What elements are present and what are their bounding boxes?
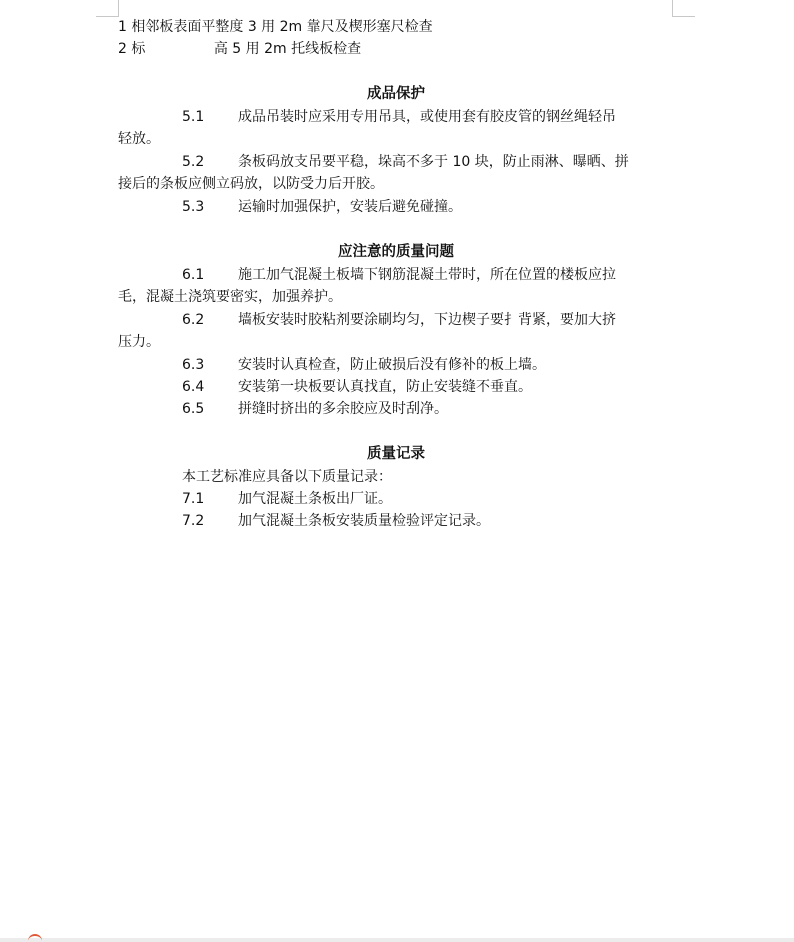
item-text: 运输时加强保护，安装后避免碰撞。 <box>238 199 462 215</box>
list-item-6-4 <box>118 376 674 398</box>
item-text: 墙板安装时胶粘剂要涂刷均匀，下边楔子要扌背紧，要加大挤 <box>238 312 616 328</box>
list-item-6-2 <box>118 309 674 331</box>
page-bottom-edge <box>0 938 794 942</box>
row-text: 高 5 用 2m 托线板检查 <box>213 41 362 57</box>
section-intro: 本工艺标准应具备以下质量记录： <box>182 469 392 485</box>
item-text: 加气混凝土条板出厂证。 <box>238 491 392 507</box>
item-number: 5.3 <box>182 199 205 215</box>
inspection-row-1 <box>118 16 674 38</box>
item-number: 6.4 <box>182 379 205 395</box>
corner-decoration-icon <box>28 934 42 942</box>
item-text: 拼缝时挤出的多余胶应及时刮净。 <box>238 401 448 417</box>
list-item-7-1 <box>118 488 674 510</box>
item-text: 条板码放支吊要平稳，垛高不多于 10 块，防止雨淋、曝晒、拼 <box>238 154 629 170</box>
spacer <box>118 218 674 240</box>
list-item-5-1 <box>118 106 674 128</box>
item-number: 5.2 <box>182 154 205 170</box>
document-body <box>118 16 674 532</box>
row-text: 相邻板表面平整度 3 用 2m 靠尺及楔形塞尺检查 <box>131 19 433 35</box>
list-item-7-2 <box>118 510 674 532</box>
item-number: 6.2 <box>182 312 205 328</box>
row-number: 2 <box>118 41 127 57</box>
item-number: 6.3 <box>182 357 205 373</box>
inspection-row-2 <box>118 38 674 60</box>
item-continuation: 压力。 <box>118 334 160 350</box>
list-item-5-2 <box>118 151 674 173</box>
list-item-5-3 <box>118 196 674 218</box>
item-number: 5.1 <box>182 109 205 125</box>
section-heading-quality-issues: 应注意的质量问题 <box>338 244 454 260</box>
row-label: 标 <box>131 41 146 57</box>
item-text: 安装时认真检查，防止破损后没有修补的板上墙。 <box>238 357 546 373</box>
spacer <box>118 420 674 442</box>
list-item-6-5 <box>118 398 674 420</box>
item-text: 安装第一块板要认真找直，防止安装缝不垂直。 <box>238 379 532 395</box>
row-number: 1 <box>118 19 127 35</box>
item-number: 6.1 <box>182 267 205 283</box>
section-heading-quality-records: 质量记录 <box>367 446 425 462</box>
page-corner-mark-top-left <box>96 0 119 17</box>
item-number: 7.2 <box>182 513 205 529</box>
item-text: 成品吊装时应采用专用吊具，或使用套有胶皮管的钢丝绳轻吊 <box>238 109 616 125</box>
item-text: 加气混凝土条板安装质量检验评定记录。 <box>238 513 490 529</box>
item-number: 7.1 <box>182 491 205 507</box>
list-item-6-1 <box>118 264 674 286</box>
spacer <box>118 60 674 82</box>
section-heading-product-protection: 成品保护 <box>367 86 425 102</box>
page-corner-mark-top-right <box>672 0 695 17</box>
item-continuation: 毛，混凝土浇筑要密实，加强养护。 <box>118 289 342 305</box>
item-continuation: 接后的条板应侧立码放，以防受力后开胶。 <box>118 176 384 192</box>
item-number: 6.5 <box>182 401 205 417</box>
list-item-6-3 <box>118 354 674 376</box>
item-text: 施工加气混凝土板墙下钢筋混凝土带时，所在位置的楼板应拉 <box>238 267 616 283</box>
item-continuation: 轻放。 <box>118 131 160 147</box>
